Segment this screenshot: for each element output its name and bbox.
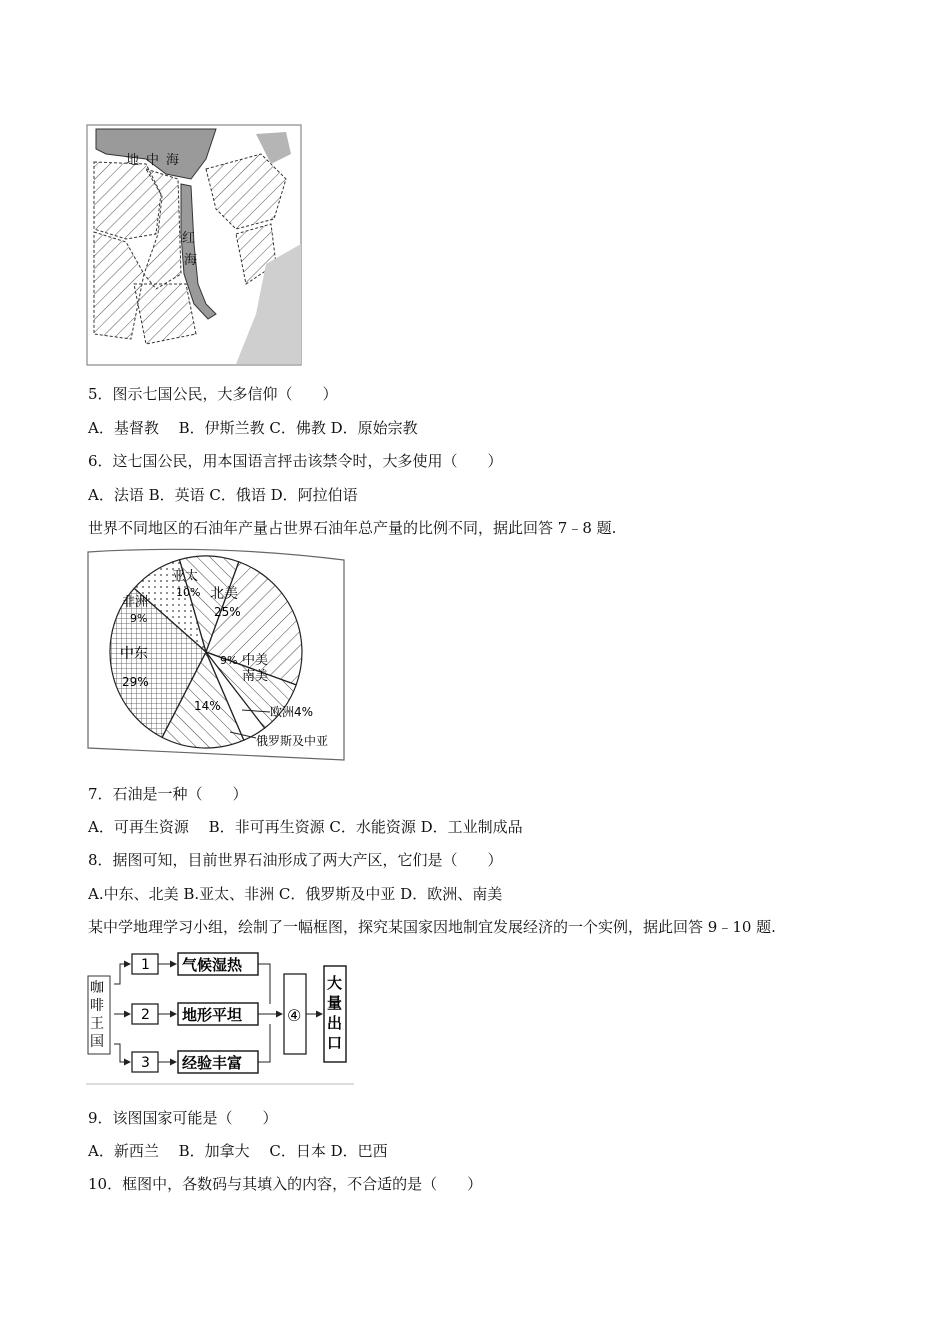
pie-label-middle-east-pct: 29% [122, 675, 149, 689]
flow-left-char-4: 国 [90, 1034, 104, 1050]
pie-label-asia-pacific-pct: 10% [176, 586, 201, 599]
pie-label-africa-pct: 9% [130, 612, 148, 625]
intro-questions-7-8: 世界不同地区的石油年产量占世界石油年总产量的比例不同，据此回答 7﹣8 题. [88, 519, 617, 537]
flow-left-char-2: 啡 [90, 998, 104, 1014]
pie-label-africa: 非洲 [122, 595, 149, 610]
question-9-stem: 9．该图国家可能是（ ） [88, 1109, 278, 1127]
flow-num-1: 1 [141, 957, 150, 973]
question-7-options: A．可再生资源 B．非可再生资源 C．水能资源 D．工业制成品 [88, 818, 523, 836]
pie-label-europe: 欧洲4% [270, 705, 314, 719]
flow-left-char-3: 王 [90, 1016, 104, 1032]
pie-label-latin-america-pct: 9% [220, 654, 238, 667]
pie-label-middle-east: 中东 [120, 646, 148, 662]
flow-box-experience-text: 经验丰富 [182, 1054, 243, 1072]
pie-label-north-america: 北美 [210, 586, 238, 602]
flow-box-terrain-text: 地形平坦 [182, 1006, 243, 1024]
pie-label-russia: 俄罗斯及中亚 [256, 734, 329, 748]
oil-production-pie-figure [86, 548, 348, 762]
map-label-di: 地 [126, 153, 140, 168]
flow-center-text: ④ [287, 1006, 302, 1025]
question-7-stem: 7．石油是一种（ ） [88, 785, 248, 803]
pie-label-russia-pct: 14% [194, 699, 221, 713]
pie-label-north-america-pct: 25% [214, 605, 241, 619]
middle-east-map-figure [86, 124, 304, 368]
flow-right-char-3: 出 [327, 1014, 343, 1032]
coffee-kingdom-flow-figure [86, 944, 354, 1086]
flow-right-char-1: 大 [327, 974, 343, 992]
question-6-options: A．法语 B．英语 C．俄语 D．阿拉伯语 [88, 486, 358, 504]
question-8-stem: 8．据图可知，目前世界石油形成了两大产区，它们是（ ） [88, 851, 503, 869]
question-9-options: A．新西兰 B．加拿大 C．日本 D．巴西 [88, 1142, 388, 1160]
flow-right-char-4: 口 [327, 1034, 343, 1052]
pie-label-asia-pacific: 亚太 [172, 569, 199, 584]
intro-questions-9-10: 某中学地理学习小组，绘制了一幅框图，探究某国家因地制宜发展经济的一个实例，据此回答 9﹣10 题. [88, 918, 776, 936]
map-label-zhong: 中 [146, 153, 160, 168]
pie-label-latin-america-b: 南美 [242, 669, 269, 684]
question-8-options: A.中东、北美 B.亚太、非洲 C．俄罗斯及中亚 D．欧洲、南美 [88, 885, 503, 903]
flow-left-char-1: 咖 [90, 980, 104, 996]
map-label-hai: 海 [166, 153, 180, 168]
flow-right-char-2: 量 [327, 994, 343, 1012]
question-5-options: A．基督教 B．伊斯兰教 C．佛教 D．原始宗教 [88, 419, 418, 437]
pie-label-latin-america-a: 中美 [242, 653, 269, 668]
map-label-hong: 红 [182, 231, 196, 246]
question-10-stem: 10．框图中，各数码与其填入的内容，不合适的是（ ） [88, 1175, 483, 1193]
question-6-stem: 6．这七国公民，用本国语言抨击该禁令时，大多使用（ ） [88, 452, 503, 470]
flow-num-3: 3 [141, 1055, 150, 1071]
flow-box-climate-text: 气候湿热 [182, 956, 243, 974]
flow-num-2: 2 [141, 1007, 150, 1023]
map-label-hai-red: 海 [184, 253, 198, 268]
question-5-stem: 5．图示七国公民，大多信仰（ ） [88, 385, 338, 403]
